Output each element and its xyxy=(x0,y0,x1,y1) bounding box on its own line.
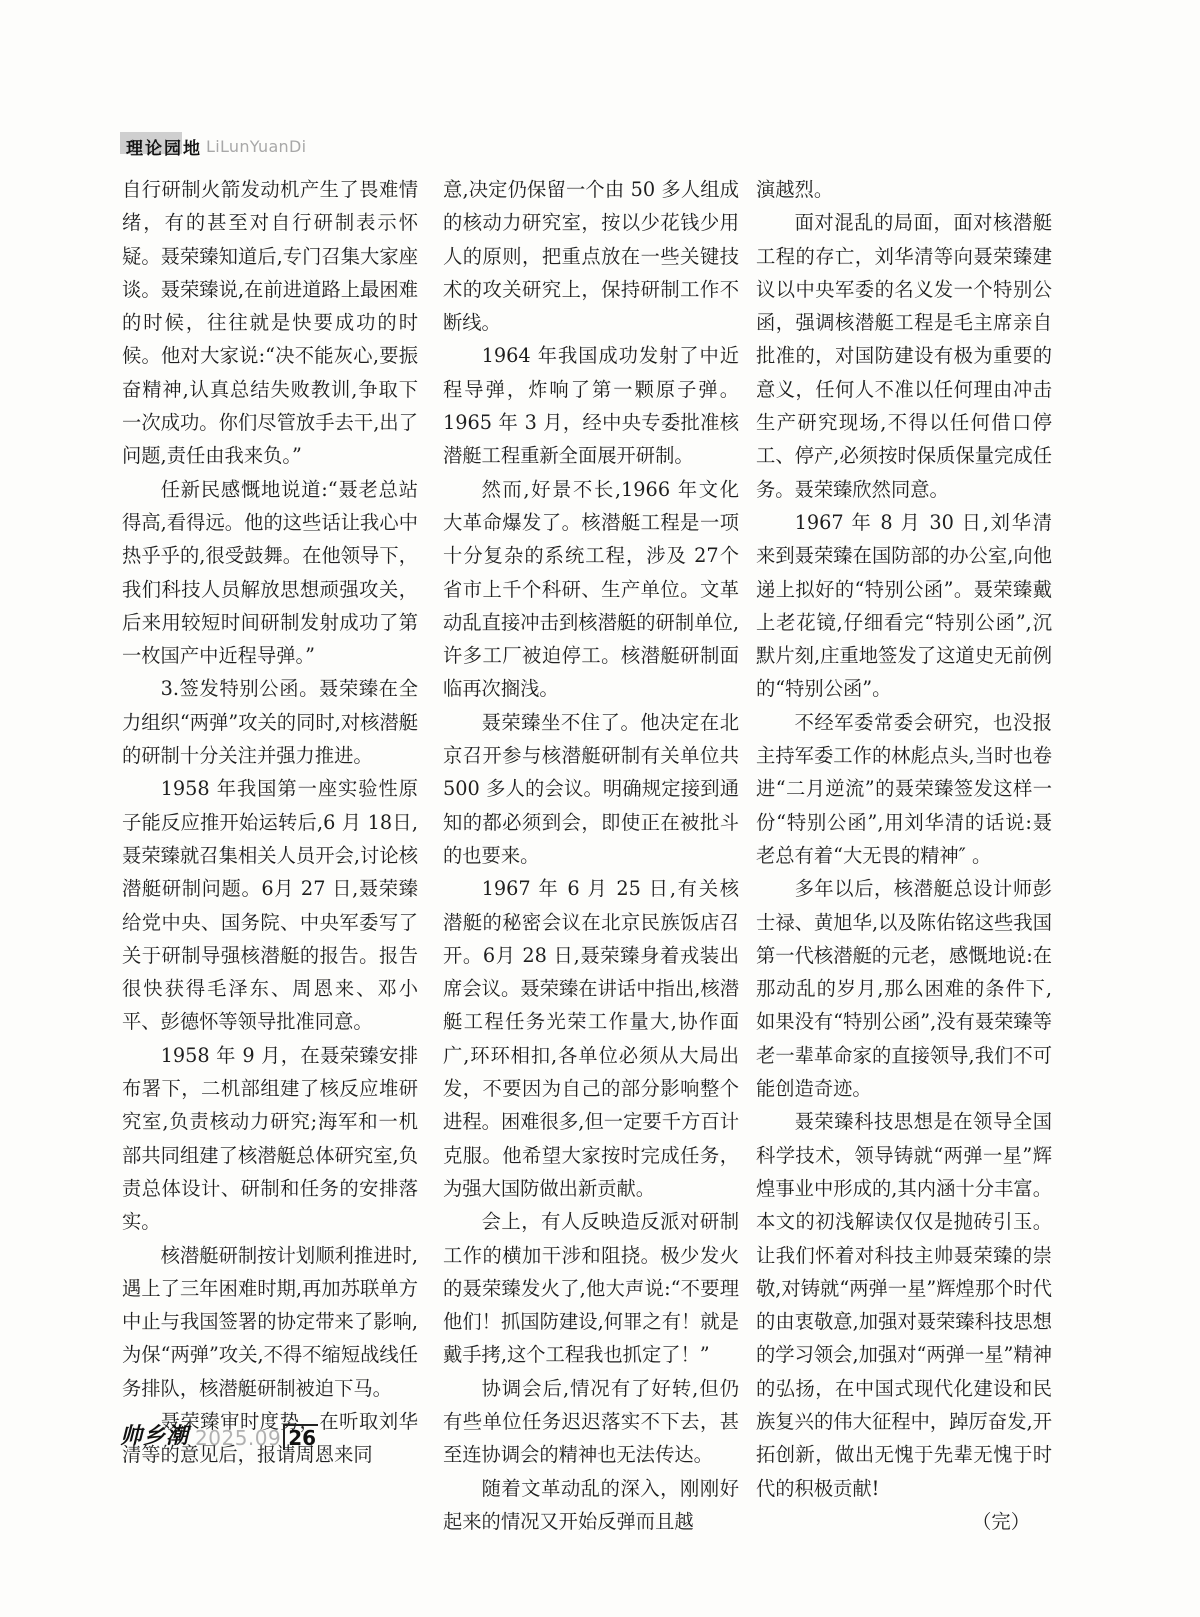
paragraph: 1958 年 9 月，在聂荣臻安排布署下，二机部组建了核反应堆研究室,负责核动力研究;海军和一机部共同组建了核潜艇总体研究室,负责总体设计、研制和任务的安排落实。 xyxy=(122,1043,418,1234)
paragraph: 面对混乱的局面，面对核潜艇工程的存亡，刘华清等向聂荣臻建议以中央军委的名义发一个特别公函，强调核潜艇工程是毛主席亲自批准的，对国防建设有极为重要的意义，任何人不准以任何理由冲击生产研究现场,不得以任何借口停工、停产,必须按时保质保量完成任务。聂荣臻欣然同意。 xyxy=(756,211,1052,501)
paragraph: 多年以后，核潜艇总设计师彭士禄、黄旭华,以及陈佑铭这些我国第一代核潜艇的元老，感慨地说:在那动乱的岁月,那么困难的条件下,如果没有“特别公函”,没有聂荣臻等老一辈革命家的直接领导,我们不可能创造奇迹。 xyxy=(756,877,1052,1101)
text-column-3 xyxy=(756,173,1052,1538)
paragraph: 1958 年我国第一座实验性原子能反应推开始运转后,6 月 18日,聂荣臻就召集相关人员开会,讨论核潜艇研制问题。6月 27 日,聂荣臻给党中央、国务院、中央军委写了关于研制导强核潜艇的报告。报告很快获得毛泽东、周恩来、邓小平、彭德怀等领导批准同意。 xyxy=(122,777,418,1034)
paragraph: 随着文革动乱的深入，刚刚好起来的情况又开始反弹而且越 xyxy=(443,1476,739,1533)
paragraph: 然而,好景不长,1966 年文化大革命爆发了。核潜艇工程是一项十分复杂的系统工程，涉及 27个省市上千个科研、生产单位。文革动乱直接冲击到核潜艇的研制单位,许多工厂被迫停工。核潜艇研制面临再次搁浅。 xyxy=(443,477,739,701)
paragraph: 1967 年 8 月 30 日,刘华清来到聂荣臻在国防部的办公室,向他递上拟好的“特别公函”。聂荣臻戴上老花镜,仔细看完“特别公函”,沉默片刻,庄重地签发了这道史无前例的“特别公函”。 xyxy=(756,510,1052,701)
paragraph: 自行研制火箭发动机产生了畏难情绪，有的甚至对自行研制表示怀疑。聂荣臻知道后,专门召集大家座谈。聂荣臻说,在前进道路上最困难的时候，往往就是快要成功的时候。他对大家说:“决不能灰心,要振奋精神,认真总结失败教训,争取下一次成功。你们尽管放手去干,出了问题,责任由我来负。” xyxy=(122,178,418,468)
section-title: 理论园地 xyxy=(120,134,202,159)
page-number: 26 xyxy=(283,1424,318,1450)
text-column-2 xyxy=(443,173,739,1538)
paragraph: 演越烈。 xyxy=(756,178,834,201)
paragraph: 不经军委常委会研究，也没报主持军委工作的林彪点头,当时也卷进“二月逆流”的聂荣臻签发这样一份“特别公函”,用刘华清的话说:聂老总有着“大无畏的精神″ 。 xyxy=(756,710,1052,867)
paragraph: 意,决定仍保留一个由 50 多人组成的核动力研究室，按以少花钱少用人的原则，把重点放在一些关键技术的攻关研究上，保持研制工作不断线。 xyxy=(443,178,739,335)
paragraph: 聂荣臻科技思想是在领导全国科学技术，领导铸就“两弹一星”辉煌事业中形成的,其内涵十分丰富。本文的初浅解读仅仅是抛砖引玉。让我们怀着对科技主帅聂荣臻的崇敬,对铸就“两弹一星”辉煌那个时代的由衷敬意,加强对聂荣臻科技思想的学习领会,加强对“两弹一星”精神的弘扬，在中国式现代化建设和民族复兴的伟大征程中，踔厉奋发,开拓创新，做出无愧于先辈无愧于时代的积极贡献! xyxy=(756,1110,1052,1500)
paragraph: 核潜艇研制按计划顺利推进时,遇上了三年困难时期,再加苏联单方中止与我国签署的协定带来了影响,为保“两弹”攻关,不得不缩短战线任务排队，核潜艇研制被迫下马。 xyxy=(122,1243,418,1400)
paragraph: 聂荣臻坐不住了。他决定在北京召开参与核潜艇研制有关单位共 500 多人的会议。明确规定接到通知的都必须到会，即使正在被批斗的也要来。 xyxy=(443,710,739,867)
section-header xyxy=(120,132,306,160)
end-mark: （完） xyxy=(972,1509,1030,1533)
paragraph: 1967 年 6 月 25 日,有关核潜艇的秘密会议在北京民族饭店召开。6月 28 日,聂荣臻身着戎装出席会议。聂荣臻在讲话中指出,核潜艇工程任务光荣工作量大,协作面广,环环相扣,各单位必须从大局出发，不要因为自己的部分影响整个进程。困难很多,但一定要千方百计克服。他希望大家按时完成任务，为强大国防做出新贡献。 xyxy=(443,877,739,1200)
page-footer xyxy=(120,1420,318,1450)
paragraph: 协调会后,情况有了好转,但仍有些单位任务迟迟落实不下去，甚至连协调会的精神也无法传达。 xyxy=(443,1376,739,1467)
paragraph: 1964 年我国成功发射了中近程导弹，炸响了第一颗原子弹。1965 年 3 月，经中央专委批准核潜艇工程重新全面展开研制。 xyxy=(443,344,739,468)
paragraph: 3.签发特别公函。聂荣臻在全力组织“两弹”攻关的同时,对核潜艇的研制十分关注并强力推进。 xyxy=(122,677,418,768)
paragraph: 会上，有人反映造反派对研制工作的横加干涉和阻挠。极少发火的聂荣臻发火了,他大声说:“不要理他们！抓国防建设,何罪之有！就是戴手拷,这个工程我也抓定了！” xyxy=(443,1210,739,1367)
paragraph: 任新民感慨地说道:“聂老总站得高,看得远。他的这些话让我心中热乎乎的,很受鼓舞。在他领导下，我们科技人员解放思想顽强攻关，后来用较短时间研制发射成功了第一枚国产中近程导弹。” xyxy=(122,477,418,668)
text-column-1 xyxy=(122,173,418,1472)
magazine-logo: 帅乡潮 xyxy=(120,1423,190,1449)
issue-date: 2025.09 xyxy=(195,1426,282,1450)
paragraph: 聂荣臻审时度势，在听取刘华清等的意见后，报请周恩来同 xyxy=(122,1409,418,1467)
section-title-latin: LiLunYuanDi xyxy=(206,136,307,156)
